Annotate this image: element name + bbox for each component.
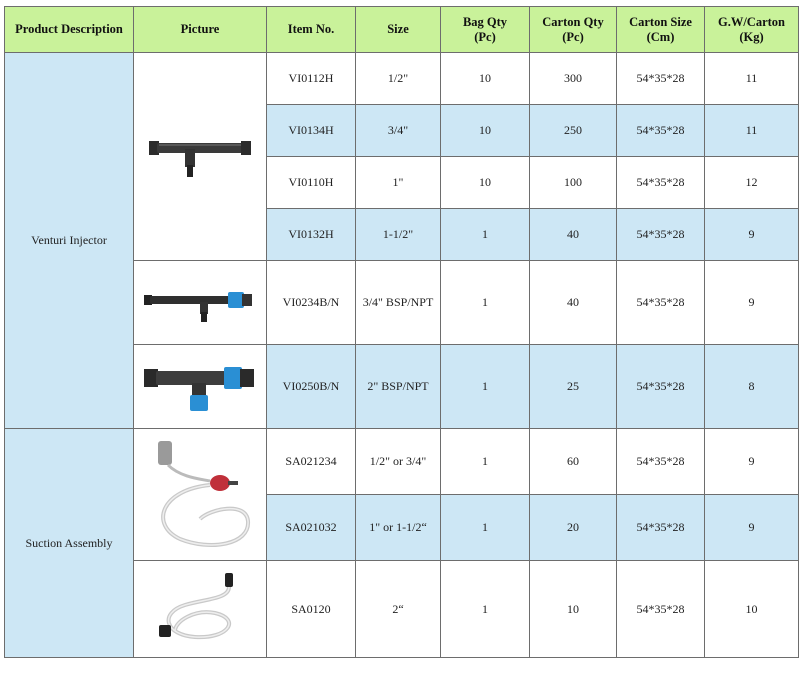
cell-bag-qty: 1	[441, 261, 530, 345]
cell-size: 1" or 1-1/2“	[356, 495, 441, 561]
product-table	[4, 6, 799, 658]
cell-bag-qty: 1	[441, 345, 530, 429]
cell-size: 2" BSP/NPT	[356, 345, 441, 429]
header-size: Size	[356, 7, 441, 53]
picture-venturi-blue-small	[134, 261, 267, 345]
cell-gw: 9	[705, 261, 799, 345]
cell-carton-qty: 250	[530, 105, 617, 157]
header-product-description: Product Description	[5, 7, 134, 53]
cell-carton-qty: 25	[530, 345, 617, 429]
cell-bag-qty: 1	[441, 429, 530, 495]
cell-size: 1"	[356, 157, 441, 209]
cell-gw: 11	[705, 105, 799, 157]
cell-item: SA0120	[267, 561, 356, 658]
cell-carton-size: 54*35*28	[617, 209, 705, 261]
cell-size: 1-1/2"	[356, 209, 441, 261]
picture-venturi-blue-large	[134, 345, 267, 429]
cell-bag-qty: 1	[441, 209, 530, 261]
cell-carton-qty: 10	[530, 561, 617, 658]
cell-gw: 9	[705, 209, 799, 261]
header-picture: Picture	[134, 7, 267, 53]
group-suction-assembly: Suction Assembly	[5, 429, 134, 658]
cell-carton-size: 54*35*28	[617, 429, 705, 495]
venturi-injector-blue-small-image	[140, 278, 260, 328]
cell-size: 3/4" BSP/NPT	[356, 261, 441, 345]
cell-carton-qty: 40	[530, 209, 617, 261]
table-row	[5, 429, 799, 495]
cell-size: 1/2" or 3/4"	[356, 429, 441, 495]
cell-carton-qty: 20	[530, 495, 617, 561]
cell-carton-qty: 100	[530, 157, 617, 209]
picture-suction-assembly-a	[134, 429, 267, 561]
cell-carton-size: 54*35*28	[617, 561, 705, 658]
cell-item: VI0134H	[267, 105, 356, 157]
cell-carton-qty: 40	[530, 261, 617, 345]
cell-gw: 11	[705, 53, 799, 105]
cell-carton-qty: 60	[530, 429, 617, 495]
header-carton-size: Carton Size (Cm)	[617, 7, 705, 53]
cell-gw: 9	[705, 495, 799, 561]
cell-item: VI0250B/N	[267, 345, 356, 429]
cell-carton-size: 54*35*28	[617, 157, 705, 209]
group-venturi-injector: Venturi Injector	[5, 53, 134, 429]
header-bag-qty: Bag Qty (Pc)	[441, 7, 530, 53]
cell-bag-qty: 10	[441, 105, 530, 157]
cell-item: VI0234B/N	[267, 261, 356, 345]
suction-assembly-hose-image	[140, 435, 260, 555]
cell-carton-size: 54*35*28	[617, 345, 705, 429]
cell-carton-qty: 300	[530, 53, 617, 105]
cell-item: VI0112H	[267, 53, 356, 105]
cell-bag-qty: 10	[441, 157, 530, 209]
cell-item: VI0110H	[267, 157, 356, 209]
cell-bag-qty: 10	[441, 53, 530, 105]
picture-suction-assembly-b	[134, 561, 267, 658]
picture-venturi-black	[134, 53, 267, 261]
cell-carton-size: 54*35*28	[617, 105, 705, 157]
header-item-no: Item No.	[267, 7, 356, 53]
cell-size: 2“	[356, 561, 441, 658]
header-gw-carton: G.W/Carton (Kg)	[705, 7, 799, 53]
cell-item: SA021032	[267, 495, 356, 561]
cell-gw: 9	[705, 429, 799, 495]
table-row	[5, 53, 799, 105]
cell-carton-size: 54*35*28	[617, 261, 705, 345]
cell-carton-size: 54*35*28	[617, 53, 705, 105]
cell-bag-qty: 1	[441, 561, 530, 658]
cell-item: VI0132H	[267, 209, 356, 261]
cell-carton-size: 54*35*28	[617, 495, 705, 561]
header-row	[5, 7, 799, 53]
cell-gw: 8	[705, 345, 799, 429]
cell-size: 1/2"	[356, 53, 441, 105]
cell-size: 3/4"	[356, 105, 441, 157]
header-carton-qty: Carton Qty (Pc)	[530, 7, 617, 53]
venturi-injector-black-image	[145, 127, 255, 187]
cell-bag-qty: 1	[441, 495, 530, 561]
suction-assembly-coil-image	[145, 569, 255, 649]
cell-gw: 10	[705, 561, 799, 658]
cell-gw: 12	[705, 157, 799, 209]
cell-item: SA021234	[267, 429, 356, 495]
venturi-injector-blue-large-image	[140, 357, 260, 417]
